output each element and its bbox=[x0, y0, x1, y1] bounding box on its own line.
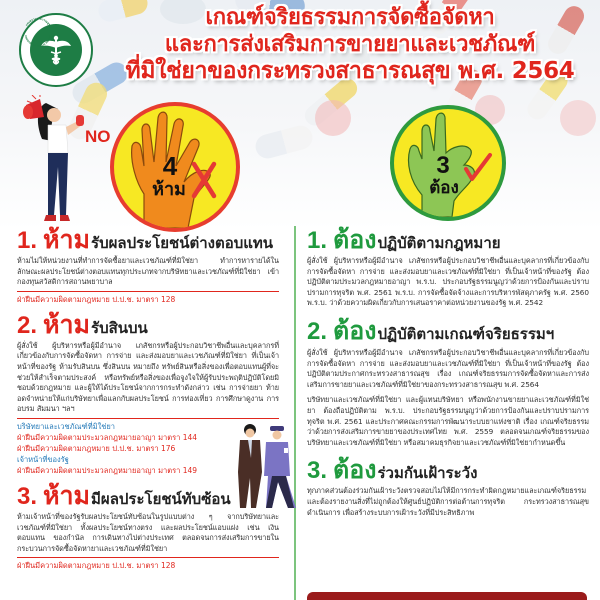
section-body: ห้ามเจ้าหน้าที่ของรัฐรับผลประโยชน์ทับซ้อนในรูปแบบต่าง ๆ จากบริษัทยาและเวชภัณฑ์ที่มิใช่ยา ทั้งผลประโยชน์ทางตรง และผลประโยชน์แอบแฝง เช่น เงินตอบแทน ของกำนัล การเดินทางไปต่างประเทศ ตลอดจนการส่งเสริมการขายในกระบวนการจัดซื้อจัดหายาและเวชภัณฑ์ที่มิใช่ยา bbox=[17, 511, 279, 553]
requirements-count: 3 bbox=[436, 152, 450, 179]
section-body: ผู้สั่งใช้ ผู้บริหารหรือผู้มีอำนาจ เภสัชกรหรือผู้ประกอบวิชาชีพอื่นและบุคลากรที่เกี่ยวข้องกับการจัดซื้อจัดหา การจ่าย และส่งมอบยาและเวชภัณฑ์ที่มิใช่ยา ที่เป็นเจ้าหน้าที่ของรัฐ ต้องปฏิบัติตามประกาศกระทรวงสาธารณสุข เรื่อง เกณฑ์จริยธรรมการจัดซื้อจัดหาและการส่งเสริมการขายยาและเวชภัณฑ์ที่มิใช่ยาของกระทรวงสาธารณสุข พ.ศ. 2564 bbox=[307, 347, 589, 389]
column-divider bbox=[294, 226, 296, 600]
title-line-2: และการส่งเสริมการขายยาและเวชภัณฑ์ bbox=[164, 32, 536, 57]
requirement-1 bbox=[307, 228, 589, 309]
requirement-3 bbox=[307, 458, 589, 518]
section-title: ร่วมกันเฝ้าระวัง bbox=[377, 465, 478, 483]
penalty-text: ฝ่าฝืนมีความผิดตามกฎหมาย ป.ป.ช. มาตรา 128 bbox=[17, 294, 176, 304]
section-number: 2. bbox=[17, 311, 38, 339]
section-number: 2. bbox=[307, 317, 328, 345]
section-number: 3. bbox=[307, 457, 328, 485]
section-keyword: ต้อง bbox=[333, 226, 377, 254]
section-keyword: ห้าม bbox=[43, 226, 91, 254]
svg-text:MINISTRY OF PUBLIC HEALTH: MINISTRY OF PUBLIC HEALTH bbox=[23, 35, 53, 48]
requirement-2 bbox=[307, 316, 589, 448]
section-body: บริษัทยาและเวชภัณฑ์ที่มิใช่ยา และผู้แทนบริษัทยา หรือพนักงานขายยาและเวชภัณฑ์ที่มิใช่ยา ต้องถือปฏิบัติตาม พ.ร.บ. ประกอบรัฐธรรมนูญว่าด้วยการป้องกันและปราบปรามการทุจริต พ.ศ. 2561 และประกาศคณะกรรมการพัฒนาระบบยาแห่งชาติ เรื่อง เกณฑ์จริยธรรมว่าด้วยการส่งเสริมการขายยาของประเทศไทย พ.ศ. 2559 ตลอดจนเกณฑ์จริยธรรมของบริษัทยาและเวชภัณฑ์ที่มิใช่ยา หรือสมาคมธุรกิจยาและเวชภัณฑ์ที่มิใช่ยากำหนดขึ้น bbox=[307, 395, 589, 447]
penalty-text: ฝ่าฝืนมีความผิดตามกฎหมาย ป.ป.ช. มาตรา 128 bbox=[17, 561, 176, 571]
penalty-group-label: เจ้าหน้าที่ของรัฐ bbox=[17, 454, 69, 464]
section-number: 3. bbox=[17, 482, 38, 510]
section-body: ทุกภาคส่วนต้องร่วมกันเฝ้าระวังตรวจสอบไม่ให้มีการกระทำผิดกฎหมายและเกณฑ์จริยธรรม และต้องรายงานสิ่งที่ไม่ถูกต้องให้ศูนย์ปฏิบัติการต่อต้านการทุจริต กระทรวงสาธารณสุข ดำเนินการ เพื่อสร้างระบบการเฝ้าระวังที่มีประสิทธิภาพ bbox=[307, 486, 589, 517]
arrest-illustration bbox=[232, 420, 302, 510]
section-rule bbox=[17, 418, 279, 419]
section-keyword: ห้าม bbox=[43, 310, 91, 339]
prohibitions-column bbox=[17, 228, 279, 571]
title-line-3: ที่มิใช่ยาของกระทรวงสาธารณสุข พ.ศ. 2564 bbox=[125, 58, 575, 84]
section-title: ปฏิบัติตามเกณฑ์จริยธรรมฯ bbox=[377, 325, 555, 343]
section-rule bbox=[17, 291, 279, 292]
section-number: 1. bbox=[17, 227, 38, 254]
section-keyword: ห้าม bbox=[43, 481, 91, 510]
ministry-logo bbox=[19, 13, 93, 87]
section-title: รับผลประโยชน์ต่างตอบแทน bbox=[91, 235, 274, 252]
requirements-word: ต้อง bbox=[429, 178, 459, 197]
penalty-text: ฝ่าฝืนมีความผิดตามกฎหมาย ป.ป.ช. มาตรา 176 bbox=[17, 443, 176, 453]
page-title bbox=[100, 4, 600, 85]
svg-text:กระทรวงสาธารณสุข: กระทรวงสาธารณสุข bbox=[24, 16, 52, 27]
requirements-column bbox=[307, 228, 589, 518]
penalty-group-label: บริษัทยาและเวชภัณฑ์ที่มิใช่ยา bbox=[17, 421, 115, 431]
title-line-1: เกณฑ์จริยธรรมการจัดซื้อจัดหา bbox=[205, 5, 495, 30]
woman-megaphone-illustration bbox=[22, 95, 97, 225]
section-title: รับสินบน bbox=[91, 319, 148, 337]
section-body: ผู้สั่งใช้ ผู้บริหารหรือผู้มีอำนาจ เภสัชกรหรือผู้ประกอบวิชาชีพอื่นและบุคลากรที่เกี่ยวข้องกับการจัดซื้อจัดหา การจ่าย และส่งมอบยาและเวชภัณฑ์ที่มิใช่ยา ที่เป็นเจ้าหน้าที่ของรัฐ ต้องปฏิบัติตามประมวลกฎหมายอาญา พ.ร.บ. ประกอบรัฐธรรมนูญว่าด้วยการป้องกันและปราบปรามการทุจริต พ.ศ. 2561 พ.ร.บ. การจัดซื้อจัดจ้างและการบริหารพัสดุภาครัฐ พ.ศ. 2560 พ.ร.บ. ว่าด้วยความผิดเกี่ยวกับการเสนอราคาต่อหน่วยงานของรัฐ พ.ศ. 2542 bbox=[307, 256, 589, 308]
prohibitions-word: ห้าม bbox=[152, 179, 186, 199]
footer-bar bbox=[307, 592, 587, 600]
section-number: 1. bbox=[307, 227, 328, 254]
penalty-text: ฝ่าฝืนมีความผิดตามประมวลกฎหมายอาญา มาตรา 144 bbox=[17, 432, 198, 442]
prohibition-1 bbox=[17, 228, 279, 305]
penalty-text: ฝ่าฝืนมีความผิดตามประมวลกฎหมายอาญา มาตรา 149 bbox=[17, 465, 198, 475]
prohibitions-count: 4 bbox=[162, 151, 178, 181]
section-keyword: ต้อง bbox=[333, 456, 377, 485]
prohibitions-badge bbox=[110, 102, 240, 232]
seal-ring-text-icon bbox=[21, 15, 55, 49]
requirements-badge bbox=[390, 105, 506, 221]
section-rule bbox=[17, 557, 279, 558]
section-keyword: ต้อง bbox=[333, 316, 377, 345]
no-label: NO bbox=[85, 127, 111, 146]
section-title: ปฏิบัติตามกฎหมาย bbox=[377, 235, 501, 252]
section-body: ห้ามไม่ให้หน่วยงานที่ทำการจัดซื้อยาและเวชภัณฑ์ที่มิใช่ยา ทำการหารายได้ในลักษณะผลประโยชน์ต่างตอบแทนทุกประเภทจากบริษัทยาและเวชภัณฑ์ที่มิใช่ยา เข้ากองทุนสวัสดิการสถานพยาบาล bbox=[17, 256, 279, 287]
section-body: ผู้สั่งใช้ ผู้บริหารหรือผู้มีอำนาจ เภสัชกรหรือผู้ประกอบวิชาชีพอื่นและบุคลากรที่เกี่ยวข้องกับการจัดซื้อจัดหา การจ่าย และส่งมอบยาและเวชภัณฑ์ที่มิใช่ยา ที่เป็นเจ้าหน้าที่ของรัฐ ห้ามรับสินบน ซึ่งสินบน หมายถึง ทรัพย์สินหรือสิ่งของเพื่อตอบแทนผู้ที่จะช่วยให้สำเร็จตามประสงค์ หรือทรัพย์หรือสิ่งของเพื่อจูงใจให้ผู้รับประพฤติปฏิบัติโดยมิชอบด้วยกฎหมาย และผู้ให้ได้ประโยชน์จากการกระทำดังกล่าว เช่น การจ่ายยา ท้ายอดจำหน่ายให้แก่บริษัทยาเพื่อแลกกับผลประโยชน์ การท่องเที่ยว การศึกษาดูงาน การอบรม สัมมนา ฯลฯ bbox=[17, 340, 279, 414]
section-title: มีผลประโยชน์ทับซ้อน bbox=[91, 490, 231, 508]
